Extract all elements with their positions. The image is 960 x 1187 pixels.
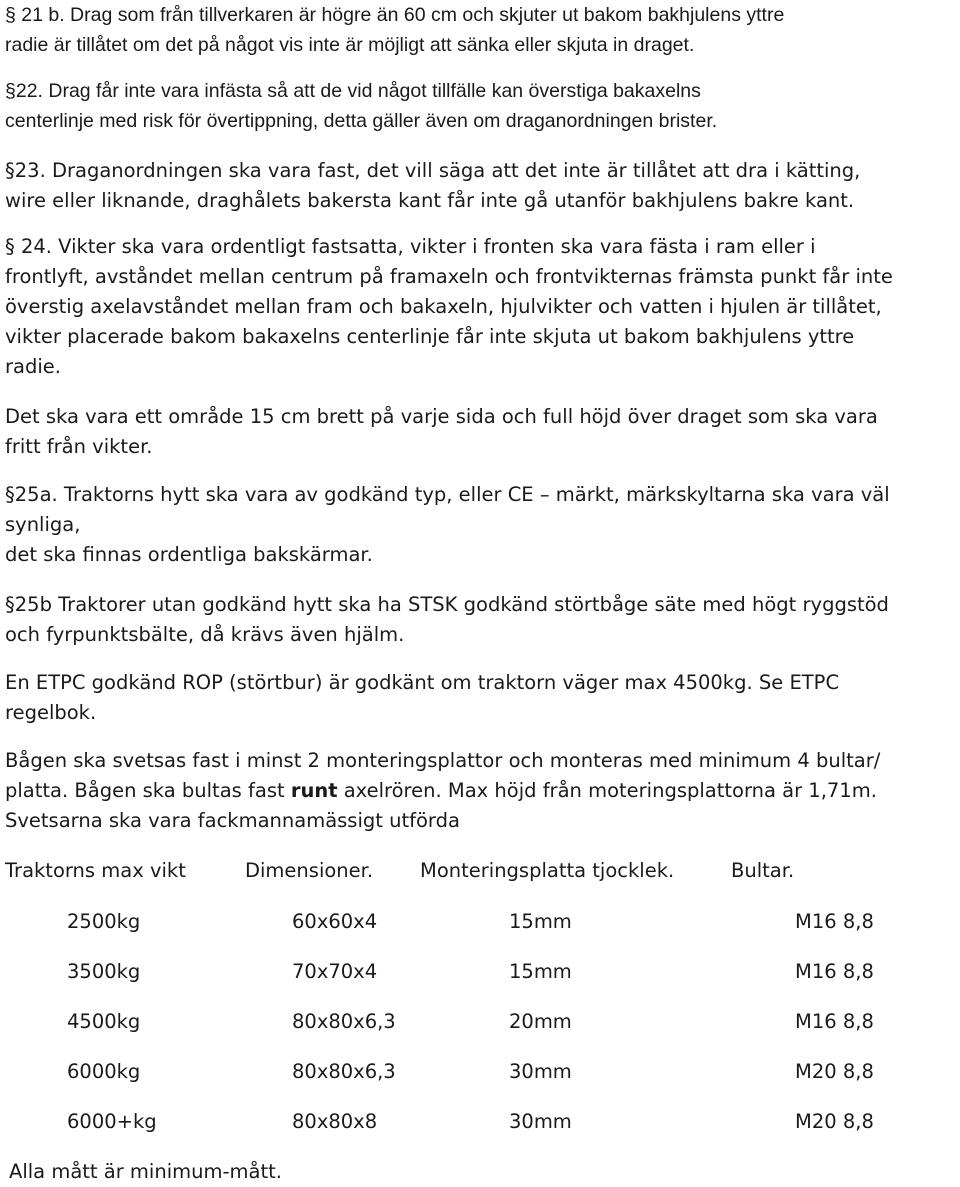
paragraph-22: §22. Drag får inte vara infästa så att de vid något tillfälle kan överstiga bakaxelns centerlinje med risk för övertippning, detta gäller även om draganordningen brister. — [5, 80, 718, 132]
cell-dimension: 60x60x4 — [292, 910, 378, 933]
cell-dimension: 80x80x6,3 — [292, 1010, 396, 1033]
paragraph-24: § 24. Vikter ska vara ordentligt fastsatta, vikter i fronten ska vara fästa i ram eller i frontlyft, avståndet mellan centrum på framaxeln och frontvikternas främsta punkt får inte överstig axelavståndet mellan fram och bakaxeln, hjulvikter och vatten i hjulen är tillåtet, vikter placerade bakom bakaxelns centerlinje får inte skjuta ut bakom bakhjulens yttre radie. — [5, 235, 893, 378]
paragraph-bagen — [5, 746, 955, 836]
paragraph-23: §23. Draganordningen ska vara fast, det vill säga att det inte är tillåtet att dra i kätting, wire eller liknande, draghålets bakersta kant får inte gå utanför bakhjulens bakre kant. — [5, 159, 861, 212]
cell-dimension: 70x70x4 — [292, 960, 378, 983]
cell-thickness: 15mm — [509, 960, 572, 983]
paragraph-etpc: En ETPC godkänd ROP (störtbur) är godkänt om traktorn väger max 4500kg. Se ETPC regelbok. — [5, 671, 840, 724]
cell-thickness: 30mm — [509, 1110, 572, 1133]
table-row — [0, 1057, 960, 1087]
bagen-text-bold: runt — [290, 779, 338, 802]
footer-note: Alla mått är minimum-mått. — [9, 1160, 282, 1183]
cell-thickness: 20mm — [509, 1010, 572, 1033]
paragraph-24-area: Det ska vara ett område 15 cm brett på varje sida och full höjd över draget som ska vara fritt från vikter. — [5, 405, 878, 458]
paragraph-25b: §25b Traktorer utan godkänd hytt ska ha STSK godkänd störtbåge säte med högt ryggstöd och fyrpunktsbälte, då krävs även hjälm. — [5, 593, 889, 646]
header-max-weight: Traktorns max vikt — [5, 859, 186, 882]
table-header — [0, 856, 960, 886]
cell-thickness: 30mm — [509, 1060, 572, 1083]
cell-weight: 6000+kg — [67, 1110, 157, 1133]
bagen-text-b: axelrören. Max höjd från moteringsplattorna är 1,71m. Svetsarna ska vara fackmannamässigt utförda — [5, 779, 877, 832]
cell-thickness: 15mm — [509, 910, 572, 933]
table-row — [0, 907, 960, 937]
cell-bolt: M16 8,8 — [795, 910, 874, 933]
paragraph-21b: § 21 b. Drag som från tillverkaren är högre än 60 cm och skjuter ut bakom bakhjulens yttre radie är tillåtet om det på något vis inte är möjligt att sänka eller skjuta in draget. — [5, 4, 785, 56]
cell-weight: 4500kg — [67, 1010, 141, 1033]
cell-weight: 6000kg — [67, 1060, 141, 1083]
cell-weight: 2500kg — [67, 910, 141, 933]
header-dimensions: Dimensioner. — [245, 859, 374, 882]
table-row — [0, 957, 960, 987]
cell-dimension: 80x80x8 — [292, 1110, 378, 1133]
cell-dimension: 80x80x6,3 — [292, 1060, 396, 1083]
table-row — [0, 1107, 960, 1137]
table-row — [0, 1007, 960, 1037]
bagen-text-a: Bågen ska svetsas fast i minst 2 monteringsplattor och monteras med minimum 4 bultar/ platta. Bågen ska bultas fast — [5, 749, 881, 802]
cell-bolt: M20 8,8 — [795, 1060, 874, 1083]
cell-bolt: M16 8,8 — [795, 1010, 874, 1033]
cell-bolt: M16 8,8 — [795, 960, 874, 983]
cell-weight: 3500kg — [67, 960, 141, 983]
header-bolts: Bultar. — [731, 859, 795, 882]
paragraph-25a: §25a. Traktorns hytt ska vara av godkänd typ, eller CE – märkt, märkskyltarna ska vara väl synliga, det ska finnas ordentliga bakskärmar. — [5, 483, 890, 566]
cell-bolt: M20 8,8 — [795, 1110, 874, 1133]
header-plate-thickness: Monteringsplatta tjocklek. — [420, 859, 675, 882]
